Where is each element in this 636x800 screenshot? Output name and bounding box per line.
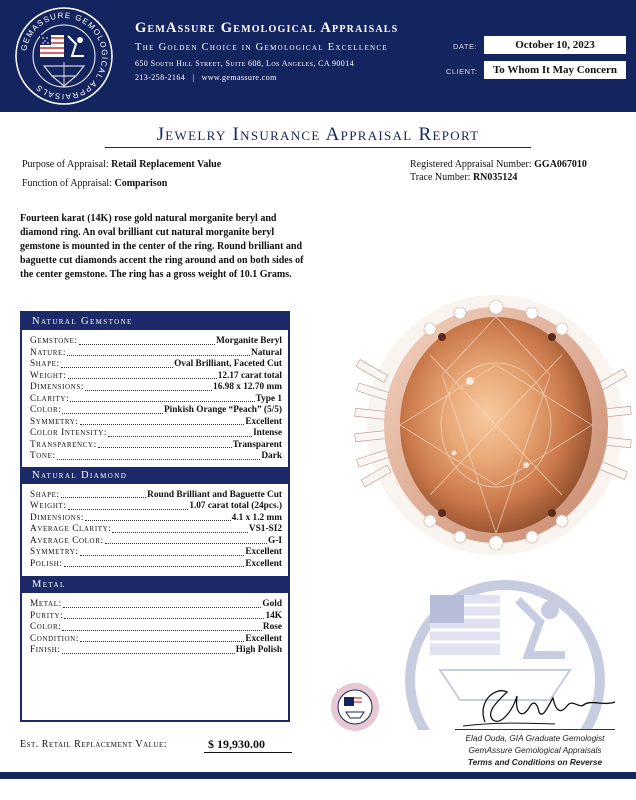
gemstone-row-label: Shape: (30, 359, 60, 369)
metal-row (30, 622, 282, 634)
company-contact (135, 73, 435, 82)
contact-separator: | (187, 73, 200, 82)
diamond-row-value: Excellent (245, 558, 282, 569)
dot-leader (68, 378, 217, 379)
specification-panel (20, 311, 290, 722)
diamond-row-label: Average Color: (30, 535, 104, 546)
gemstone-row-label: Gemstone: (30, 336, 78, 346)
metal-row-label: Condition: (30, 633, 79, 644)
date-label: DATE: (453, 42, 478, 51)
diamond-row (30, 513, 282, 525)
retail-value-label: Est. Retail Replacement Value: (20, 739, 168, 750)
dot-leader (64, 566, 245, 567)
trace-line (410, 171, 517, 185)
dot-leader (68, 509, 189, 510)
dot-leader (80, 555, 245, 556)
dot-leader (61, 497, 147, 498)
metal-row (30, 611, 282, 623)
gemstone-row-label: Dimensions: (30, 382, 85, 392)
registered-label: Registered Appraisal Number: (410, 159, 532, 170)
svg-text:GEMASSURE GEMOLOGICAL APPRAISA: GEMASSURE GEMOLOGICAL APPRAISALS (19, 10, 110, 102)
metal-section-title: Metal (22, 576, 288, 593)
gemstone-row-value: Dark (261, 451, 282, 461)
diamond-row-label: Dimensions: (30, 512, 85, 523)
purpose-value: Retail Replacement Value (111, 159, 222, 170)
gemstone-row (30, 440, 282, 452)
metal-row-value: Gold (262, 599, 282, 609)
gemstone-row-label: Tone: (30, 451, 56, 461)
title-divider (105, 147, 531, 148)
diamond-row-value: 4.1 x 1.2 mm (231, 512, 282, 523)
dot-leader (79, 344, 216, 345)
gemstone-row (30, 428, 282, 440)
appraiser-name: Elad Ouda, GIA Graduate Gemologist (465, 733, 605, 743)
header-banner (0, 0, 636, 112)
dot-leader (67, 355, 250, 356)
dot-leader (61, 367, 173, 368)
dot-leader (62, 413, 163, 414)
diamond-row-value: Round Brilliant and Baguette Cut (147, 489, 282, 500)
trace-value: RN035124 (472, 172, 518, 183)
metal-row-value: 14K (265, 610, 282, 621)
gemstone-row-value: Excellent (245, 416, 282, 427)
diamond-row-value: Excellent (245, 547, 282, 557)
terms-note: Terms and Conditions on Reverse (467, 757, 603, 767)
dot-leader (85, 520, 231, 521)
dot-leader (57, 459, 261, 460)
ring-photo (350, 285, 636, 575)
company-phone: 213-258-2164 (135, 73, 186, 82)
dot-leader (63, 607, 262, 608)
diamond-row-label: Symmetry: (30, 547, 79, 557)
date-value: October 10, 2023 (484, 36, 626, 54)
metal-rows (22, 593, 288, 661)
gemstone-row-value: Natural (251, 347, 282, 358)
diamond-section-title: Natural Diamond (22, 467, 288, 484)
company-tagline: The Golden Choice in Gemological Excellence (135, 42, 388, 53)
gemstone-rows (22, 330, 288, 467)
metal-row-label: Purity: (30, 610, 64, 621)
function-line (22, 177, 167, 191)
footer-bar (0, 772, 636, 779)
client-label: CLIENT: (446, 67, 478, 76)
dot-leader (108, 436, 252, 437)
company-name: GemAssure Gemological Appraisals (135, 20, 399, 36)
function-label: Function of Appraisal: (22, 178, 112, 189)
diamond-row (30, 501, 282, 513)
gemstone-row-label: Color: (30, 405, 62, 415)
gemstone-row (30, 451, 282, 463)
gemstone-row-value: 16.98 x 12.70 mm (213, 382, 282, 392)
retail-value-amount: $ 19,930.00 (204, 737, 292, 753)
dot-leader (98, 447, 232, 448)
diamond-row (30, 490, 282, 502)
trace-label: Trace Number: (410, 172, 471, 183)
gemstone-row (30, 405, 282, 417)
metal-row-value: Rose (262, 622, 282, 632)
gemstone-row-value: Type 1 (255, 393, 282, 404)
metal-row-label: Finish: (30, 645, 61, 655)
purpose-label: Purpose of Appraisal: (22, 159, 109, 170)
metal-row (30, 599, 282, 611)
gemstone-row-value: Oval Brilliant, Faceted Cut (174, 359, 282, 369)
page-title: Jewelry Insurance Appraisal Report (156, 124, 480, 145)
gemstone-row-label: Weight: (30, 370, 67, 381)
diamond-row-label: Average Clarity: (30, 524, 112, 534)
dot-leader (62, 653, 235, 654)
company-address: 650 South Hill Street, Suite 608, Los Angeles, CA 90014 (135, 59, 355, 68)
diamond-row-value: VS1-SI2 (248, 524, 282, 534)
diamond-row-value: 1.07 carat total (24pcs.) (189, 501, 282, 511)
appraiser-signature (455, 682, 625, 727)
metal-row (30, 645, 282, 657)
company-website-link[interactable]: www.gemassure.com (201, 73, 277, 82)
diamond-rows (22, 484, 288, 575)
gemstone-row-value: Pinkish Orange “Peach” (5/5) (163, 405, 282, 415)
registered-value: GGA067010 (534, 159, 587, 170)
gemstone-row (30, 371, 282, 383)
gemstone-row-value: Transparent (232, 439, 282, 450)
gemstone-row-label: Nature: (30, 347, 67, 358)
dot-leader (64, 618, 264, 619)
metal-row-label: Metal: (30, 599, 62, 609)
diamond-row (30, 524, 282, 536)
gemstone-row (30, 359, 282, 371)
metal-row-label: Color: (30, 622, 62, 632)
signature-line (455, 729, 615, 730)
gemstone-section-title: Natural Gemstone (22, 313, 288, 330)
diamond-row (30, 559, 282, 571)
diamond-row-value: G-I (268, 535, 282, 546)
dot-leader (85, 390, 212, 391)
metal-row-value: High Polish (235, 645, 282, 655)
gemstone-row (30, 336, 282, 348)
diamond-row-label: Shape: (30, 489, 60, 500)
dot-leader (80, 641, 244, 642)
gemstone-row-label: Color Intensity: (30, 428, 108, 438)
dot-leader (105, 543, 267, 544)
company-seal-logo (14, 6, 114, 106)
gemstone-row-value: 12.17 carat total (217, 370, 282, 381)
function-value: Comparison (114, 178, 168, 189)
registered-line (410, 158, 587, 172)
mini-seal-logo (330, 682, 380, 732)
dot-leader (112, 532, 247, 533)
diamond-row (30, 547, 282, 559)
gemstone-row (30, 394, 282, 406)
dot-leader (62, 630, 261, 631)
item-description: Fourteen karat (14K) rose gold natural morganite beryl and diamond ring. An oval brilliant cut natural morganite beryl gemstone is mounted in the center of the ring. Round brilliant and baguette cut diamonds accent the ring around and on both sides of the center gemstone. The ring has a gross weight of 10.1 Grams. (20, 213, 304, 280)
diamond-row-label: Weight: (30, 501, 67, 511)
diamond-row (30, 536, 282, 548)
brand-block (135, 20, 435, 82)
metal-row (30, 634, 282, 646)
gemstone-row (30, 348, 282, 360)
diamond-row-label: Polish: (30, 558, 63, 569)
purpose-line (22, 158, 221, 172)
gemstone-row-value: Morganite Beryl (216, 336, 282, 346)
dot-leader (80, 424, 245, 425)
gemstone-row (30, 382, 282, 394)
metal-row-value: Excellent (245, 633, 282, 644)
gemstone-row-value: Intense (253, 428, 282, 438)
gemstone-row-label: Clarity: (30, 393, 70, 404)
gemstone-row-label: Symmetry: (30, 416, 79, 427)
appraiser-company: GemAssure Gemological Appraisals (468, 745, 602, 755)
gemstone-row-label: Transparency: (30, 439, 97, 450)
client-value: To Whom It May Concern (484, 61, 626, 79)
gemstone-row (30, 417, 282, 429)
dot-leader (70, 401, 254, 402)
